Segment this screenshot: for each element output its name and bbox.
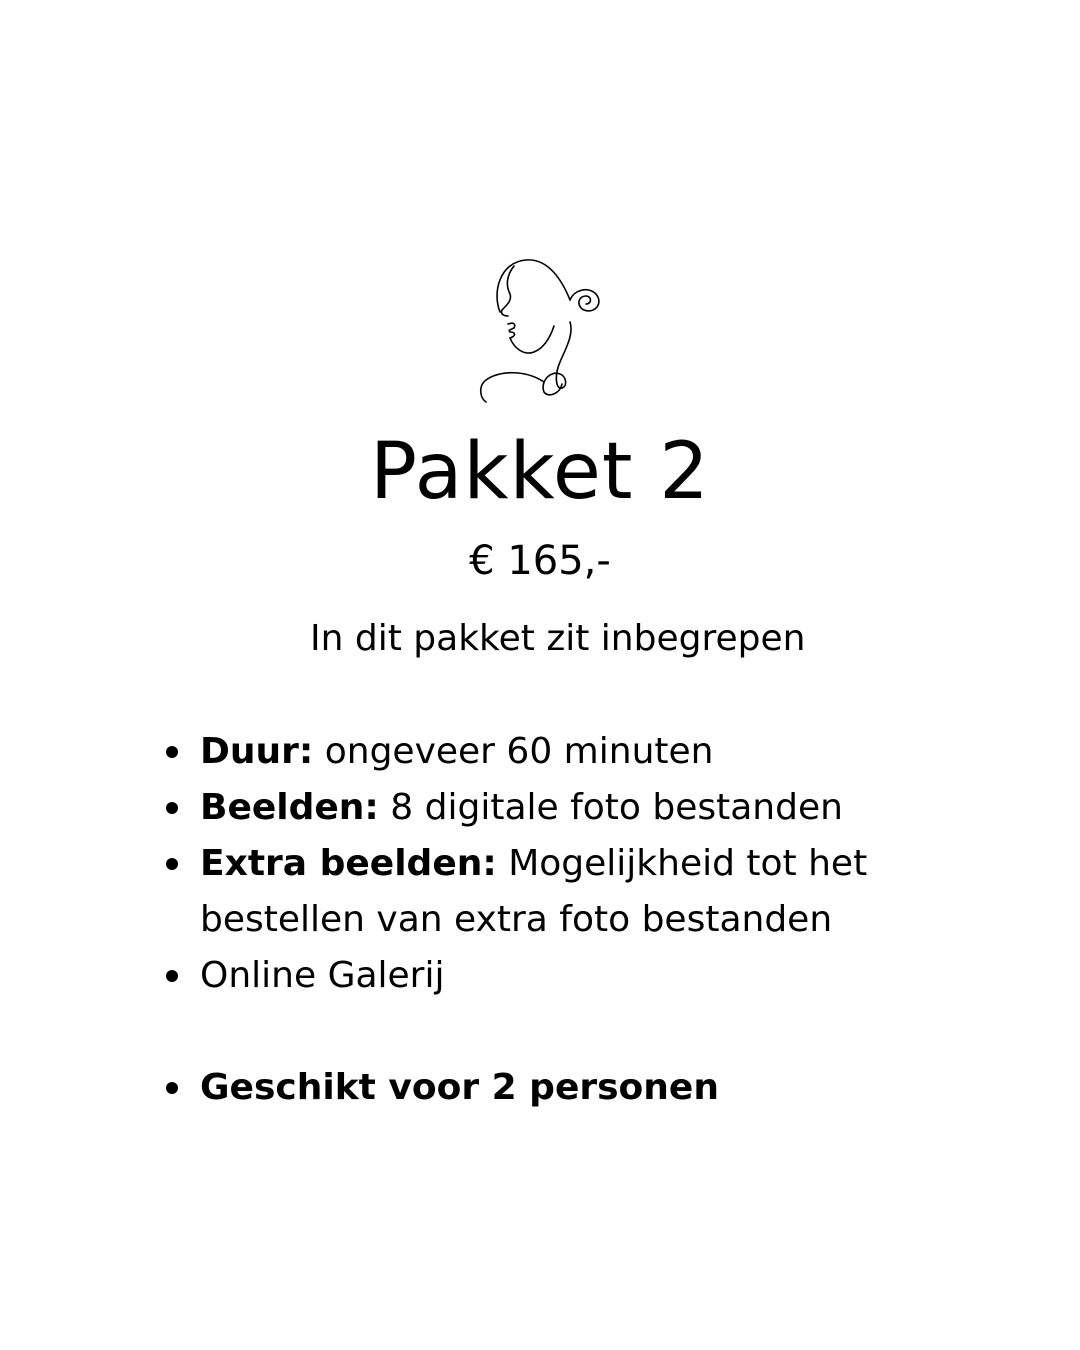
feature-list: [162, 724, 922, 1116]
feature-label: Duur:: [200, 731, 314, 772]
feature-text: Online Galerij: [200, 955, 445, 996]
feature-text: 8 digitale foto bestanden: [378, 787, 843, 828]
list-item: [162, 724, 922, 780]
feature-text: ongeveer 60 minuten: [313, 731, 714, 772]
line-art-face-logo-icon: [470, 252, 610, 404]
list-item: [162, 836, 922, 948]
highlight-item: Geschikt voor 2 personen: [162, 1060, 922, 1116]
list-item: [162, 948, 922, 1004]
feature-label: Beelden:: [200, 787, 379, 828]
page-title: Pakket 2: [370, 427, 710, 517]
package-price: € 165,-: [469, 538, 611, 584]
list-item: [162, 780, 922, 836]
feature-label: Extra beelden:: [200, 843, 497, 884]
feature-text: Mogelijkheid tot het bestellen van extra foto bestanden: [200, 843, 868, 940]
intro-text: In dit pakket zit inbegrepen: [310, 618, 806, 659]
